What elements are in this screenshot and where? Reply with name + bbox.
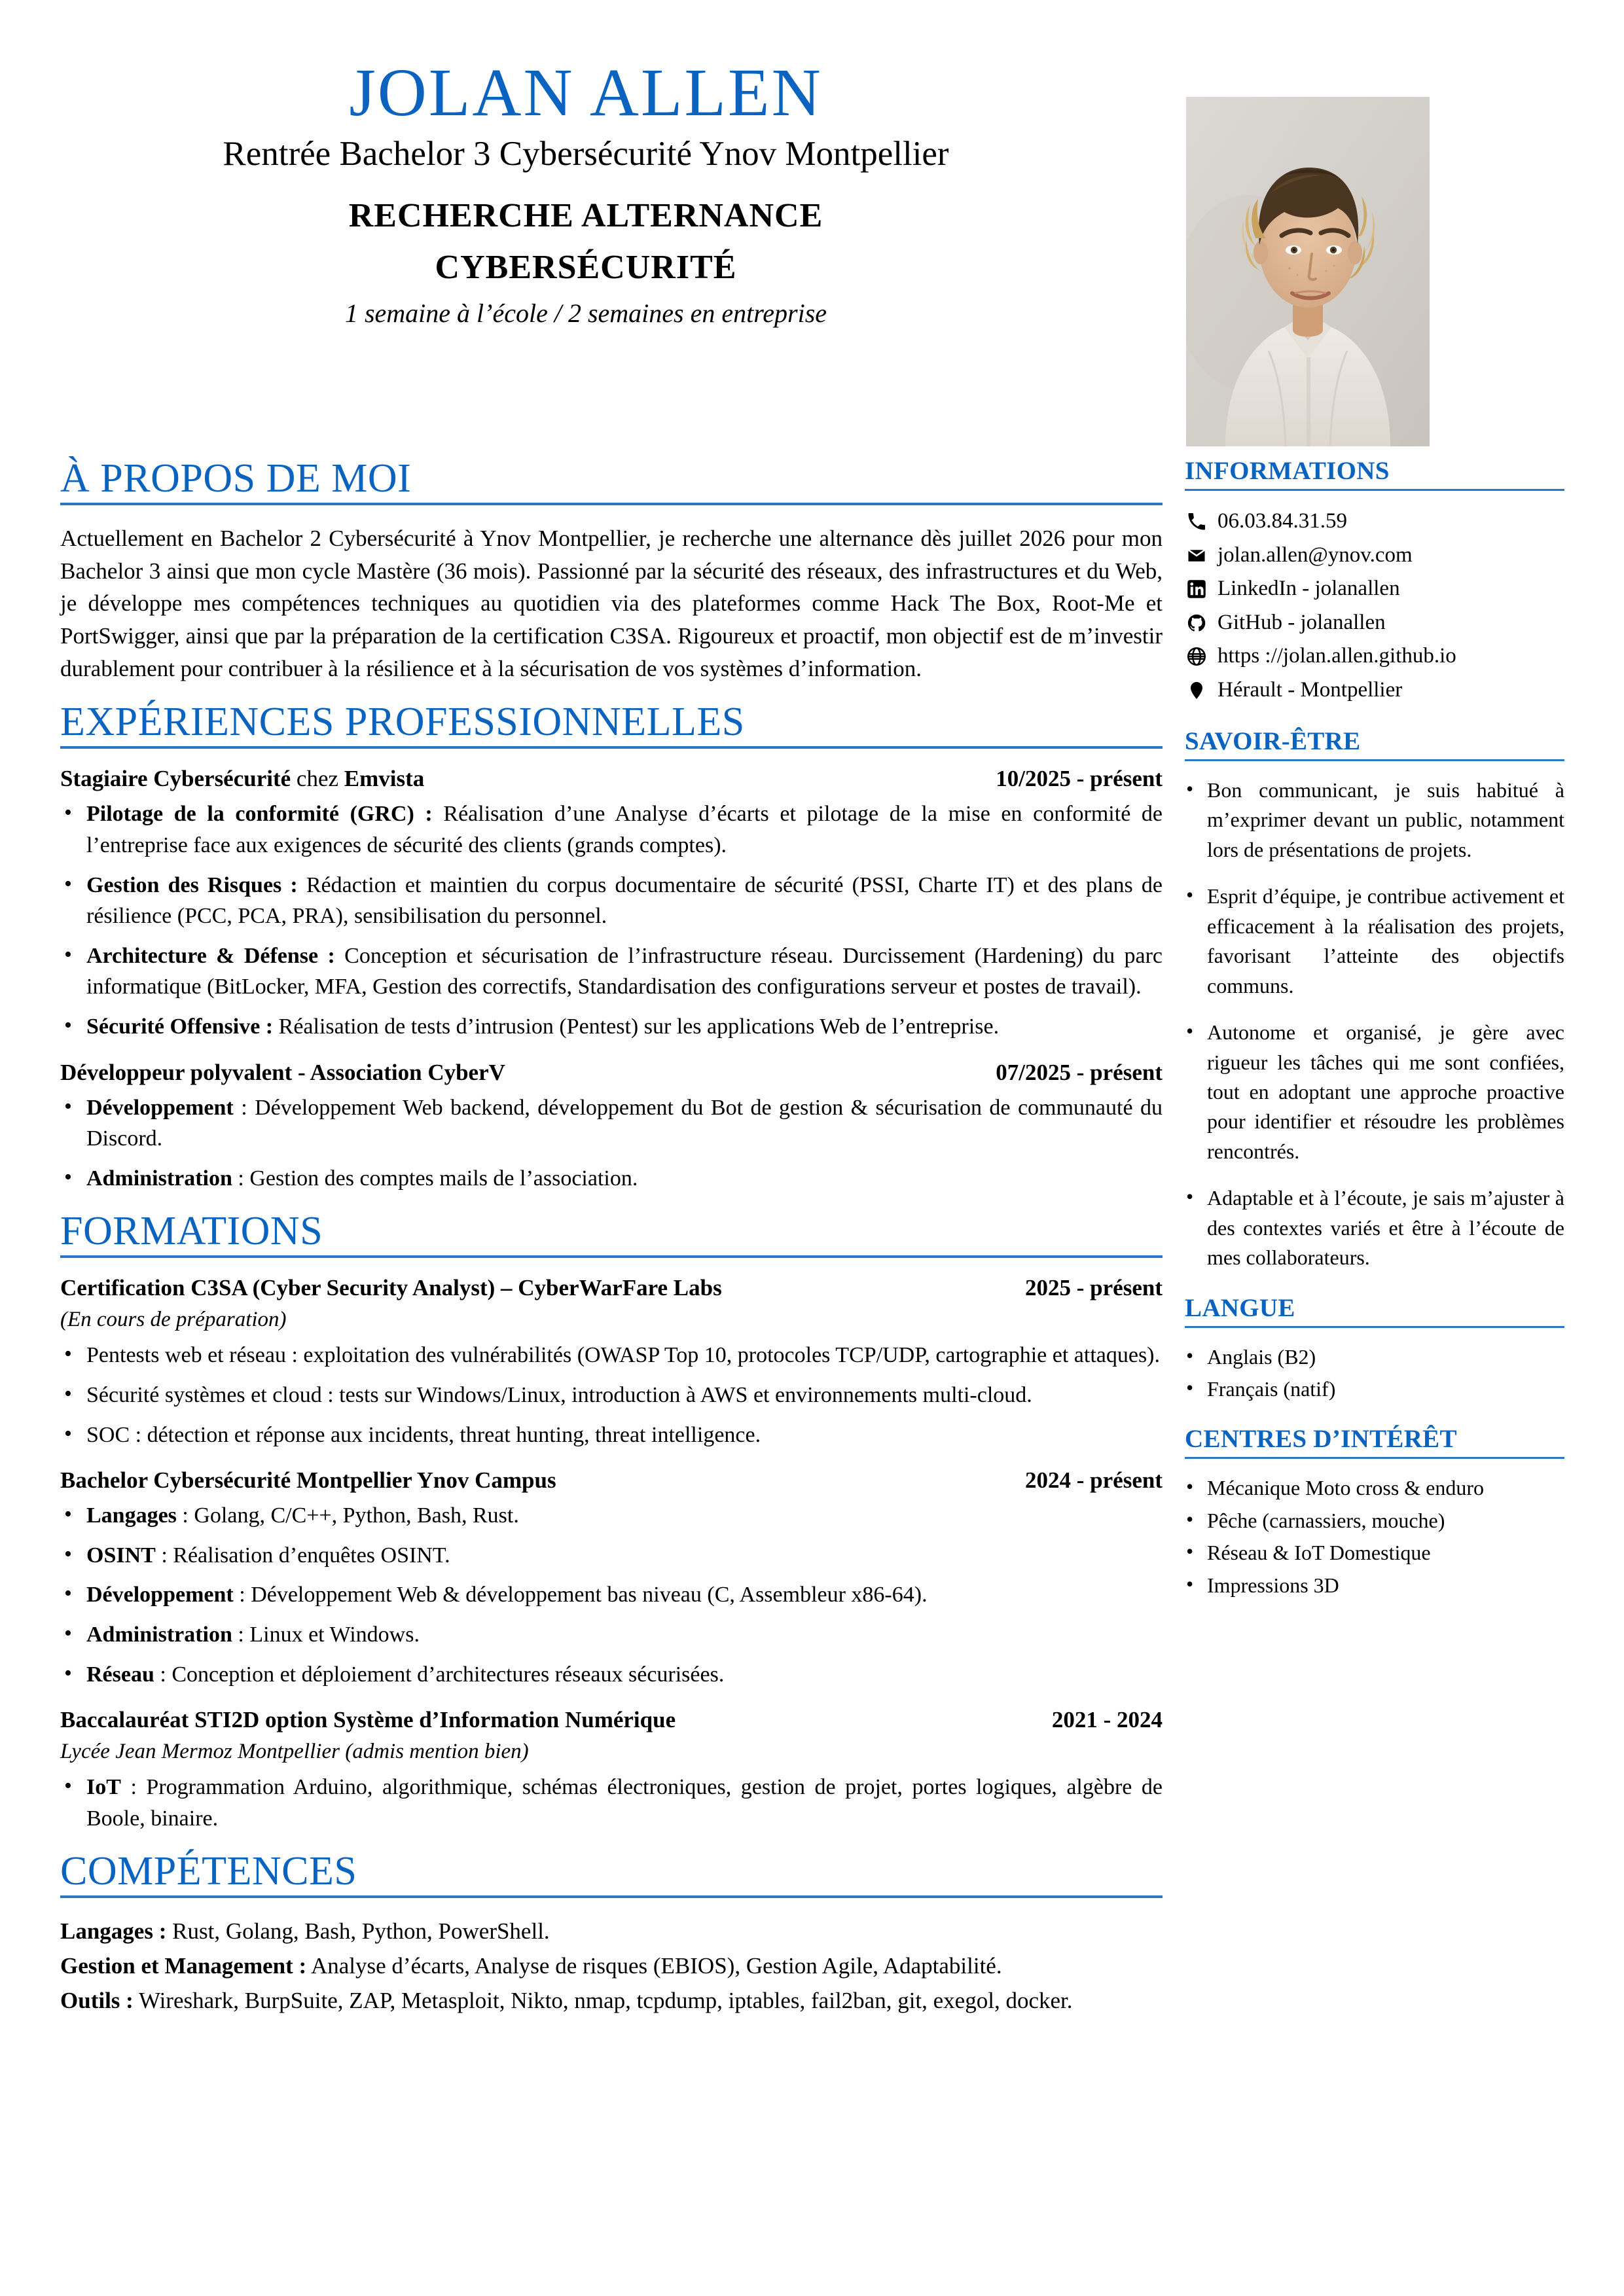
list-item: • Langages : Golang, C/C++, Python, Bash, Rust. [60, 1500, 1163, 1532]
experience-entry-list [60, 766, 1163, 1194]
main-column [60, 458, 1163, 2034]
contact-item[interactable] [1185, 505, 1564, 538]
list-item: • SOC : détection et réponse aux incidents, threat hunting, threat intelligence. [60, 1420, 1163, 1451]
skill-line: Outils : Wireshark, BurpSuite, ZAP, Metasploit, Nikto, nmap, tcpdump, iptables, fail2ban, git, exegol, docker. [60, 1988, 1073, 2014]
experience-bullet-list [60, 1092, 1163, 1194]
education-entry [60, 1275, 1163, 1450]
section-heading-experience: EXPÉRIENCES PROFESSIONNELLES [60, 700, 745, 745]
contact-item[interactable] [1185, 573, 1564, 605]
soft-skill-list [1185, 776, 1564, 1273]
list-item: • OSINT : Réalisation d’enquêtes OSINT. [60, 1540, 1163, 1571]
profile-photo [1186, 97, 1430, 446]
experience-entry-header [60, 1060, 1163, 1086]
list-item: • Bon communicant, je suis habitué à m’exprimer devant un public, notamment lors de présentations de projets. [1185, 776, 1564, 865]
skill-line-list [60, 1915, 1163, 2017]
header-role-line2: CYBERSÉCURITÉ [435, 249, 737, 287]
list-item: • Réseau : Conception et déploiement d’architectures réseaux sécurisées. [60, 1659, 1163, 1691]
cv-header [0, 55, 1172, 328]
education-entry-date: 2025 - présent [1025, 1275, 1163, 1301]
experience-entry [60, 766, 1163, 1042]
education-entry [60, 1707, 1163, 1834]
list-item: • Pêche (carnassiers, mouche) [1185, 1506, 1564, 1535]
section-interests [1185, 1426, 1564, 1600]
education-bullet-list [60, 1772, 1163, 1834]
section-divider [60, 1895, 1163, 1898]
section-divider [1185, 1326, 1564, 1328]
contact-item[interactable] [1185, 539, 1564, 572]
contact-item-label: Hérault - Montpellier [1218, 677, 1403, 702]
contact-item-label: GitHub - jolanallen [1218, 610, 1386, 634]
section-heading-languages: LANGUE [1185, 1293, 1295, 1322]
list-item: • Pentests web et réseau : exploitation des vulnérabilités (OWASP Top 10, protocoles TCP/UDP, cartographie et attaques). [60, 1340, 1163, 1371]
skill-line: Gestion et Management : Analyse d’écarts, Analyse de risques (EBIOS), Gestion Agile, Adaptabilité. [60, 1953, 1002, 1979]
section-heading-informations: INFORMATIONS [1185, 457, 1390, 485]
list-item: • Français (natif) [1185, 1374, 1564, 1404]
education-entry [60, 1467, 1163, 1690]
list-item: • Sécurité Offensive : Réalisation de tests d’intrusion (Pentest) sur les applications Web de l’entreprise. [60, 1011, 1163, 1043]
education-entry-header [60, 1275, 1163, 1301]
section-divider [1185, 489, 1564, 491]
education-entry-header [60, 1707, 1163, 1733]
education-entry-date: 2024 - présent [1025, 1467, 1163, 1494]
list-item: • Développement : Développement Web & développement bas niveau (C, Assembleur x86-64). [60, 1579, 1163, 1611]
contact-list [1185, 505, 1564, 706]
skill-line: Langages : Rust, Golang, Bash, Python, PowerShell. [60, 1918, 550, 1945]
list-item: • IoT : Programmation Arduino, algorithmique, schémas électroniques, gestion de projet, portes logiques, algèbre de Boole, binaire. [60, 1772, 1163, 1834]
contact-item[interactable] [1185, 607, 1564, 639]
github-icon [1185, 611, 1208, 635]
about-paragraph: Actuellement en Bachelor 2 Cybersécurité à Ynov Montpellier, je recherche une alternance dès juillet 2026 pour mon Bachelor 3 ainsi que mon cycle Mastère (36 mois). Passionné par la sécurité des réseaux, des infrastructures et du Web, je développe mes compétences techniques au quotidien via des plateformes comme Hack The Box, Root-Me et PortSwigger, ainsi que par la préparation de la certification C3SA. Rigoureux et proactif, mon objectif est de m’investir durablement pour contribuer à la résilience et à la sécurisation de vos systèmes d’information. [60, 526, 1163, 681]
education-entry-title: Bachelor Cybersécurité Montpellier Ynov Campus [60, 1467, 556, 1494]
header-subtitle: Rentrée Bachelor 3 Cybersécurité Ynov Montpellier [223, 135, 949, 173]
education-entry-title: Baccalauréat STI2D option Système d’Information Numérique [60, 1707, 676, 1733]
contact-item-label: LinkedIn - jolanallen [1218, 577, 1400, 600]
section-heading-soft-skills: SAVOIR-ÊTRE [1185, 727, 1361, 755]
education-bullet-list [60, 1340, 1163, 1450]
portrait-illustration [1186, 97, 1430, 446]
list-item: • Gestion des Risques : Rédaction et maintien du corpus documentaire de sécurité (PSSI, Charte IT) et des plans de résilience (PCC, PCA, PRA), sensibilisation du personnel. [60, 870, 1163, 932]
list-item: • Réseau & IoT Domestique [1185, 1538, 1564, 1568]
section-heading-interests: CENTRES D’INTÉRÊT [1185, 1425, 1457, 1454]
section-divider [60, 503, 1163, 505]
sidebar-column [1185, 458, 1564, 1623]
section-informations [1185, 458, 1564, 706]
envelope-icon [1185, 544, 1208, 567]
interest-list [1185, 1473, 1564, 1600]
section-divider [60, 1255, 1163, 1258]
list-item: • Administration : Linux et Windows. [60, 1619, 1163, 1651]
page-title: JOLAN ALLEN [349, 55, 823, 130]
section-experience [60, 702, 1163, 1194]
section-education [60, 1211, 1163, 1834]
list-item: • Adaptable et à l’écoute, je sais m’ajuster à des contextes variés et être à l’écoute de mes collaborateurs. [1185, 1183, 1564, 1272]
list-item: • Esprit d’équipe, je contribue activement et efficacement à la réalisation des projets, favorisant l’atteinte des objectifs communs. [1185, 882, 1564, 1001]
experience-bullet-list [60, 798, 1163, 1042]
section-divider [60, 746, 1163, 749]
list-item: • Sécurité systèmes et cloud : tests sur Windows/Linux, introduction à AWS et environnements multi-cloud. [60, 1380, 1163, 1411]
section-about [60, 458, 1163, 685]
education-bullet-list [60, 1500, 1163, 1690]
contact-item-label: jolan.allen@ynov.com [1218, 543, 1413, 567]
list-item: • Mécanique Moto cross & enduro [1185, 1473, 1564, 1503]
contact-item[interactable] [1185, 674, 1564, 707]
section-languages [1185, 1295, 1564, 1405]
contact-item-label: https ://jolan.allen.github.io [1218, 644, 1456, 668]
globe-icon [1185, 645, 1208, 668]
section-heading-about: À PROPOS DE MOI [60, 456, 412, 501]
section-heading-skills: COMPÉTENCES [60, 1849, 357, 1894]
experience-entry-header [60, 766, 1163, 792]
education-entry-title: Certification C3SA (Cyber Security Analyst) – CyberWarFare Labs [60, 1275, 722, 1301]
linkedin-icon [1185, 577, 1208, 601]
section-skills [60, 1851, 1163, 2017]
education-entry-subtitle: (En cours de préparation) [60, 1308, 287, 1332]
list-item: • Administration : Gestion des comptes mails de l’association. [60, 1163, 1163, 1194]
experience-entry-date: 07/2025 - présent [996, 1059, 1163, 1085]
list-item: • Pilotage de la conformité (GRC) : Réalisation d’une Analyse d’écarts et pilotage de la mise en conformité de l’entreprise face aux exigences de sécurité des clients (grands comptes). [60, 798, 1163, 861]
contact-item[interactable] [1185, 640, 1564, 673]
education-entry-subtitle: Lycée Jean Mermoz Montpellier (admis mention bien) [60, 1740, 529, 1764]
experience-entry [60, 1060, 1163, 1194]
experience-entry-title: Développeur polyvalent - Association CyberV [60, 1059, 505, 1085]
section-divider [1185, 1457, 1564, 1459]
experience-entry-title: Stagiaire Cybersécurité chez Emvista [60, 766, 425, 792]
experience-entry-date: 10/2025 - présent [996, 766, 1163, 792]
map-pin-icon [1185, 679, 1208, 702]
section-divider [1185, 759, 1564, 761]
list-item: • Autonome et organisé, je gère avec rigueur les tâches qui me sont confiées, tout en adoptant une approche proactive pour identifier et résoudre les problèmes rencontrés. [1185, 1018, 1564, 1166]
phone-icon [1185, 510, 1208, 533]
list-item: • Anglais (B2) [1185, 1342, 1564, 1372]
language-list [1185, 1342, 1564, 1405]
list-item: • Impressions 3D [1185, 1571, 1564, 1600]
list-item: • Architecture & Défense : Conception et sécurisation de l’infrastructure réseau. Durcissement (Hardening) du parc informatique (BitLocker, MFA, Gestion des correctifs, Standardisation des configurations serveur et postes de travail). [60, 941, 1163, 1003]
education-entry-list [60, 1275, 1163, 1834]
list-item: • Développement : Développement Web backend, développement du Bot de gestion & sécurisation de communauté du Discord. [60, 1092, 1163, 1155]
header-rhythm: 1 semaine à l’école / 2 semaines en entreprise [344, 298, 827, 328]
education-entry-date: 2021 - 2024 [1051, 1707, 1163, 1733]
section-heading-education: FORMATIONS [60, 1209, 323, 1254]
header-role-line1: RECHERCHE ALTERNANCE [348, 196, 823, 234]
section-soft-skills [1185, 728, 1564, 1273]
contact-item-label: 06.03.84.31.59 [1218, 509, 1347, 533]
education-entry-header [60, 1467, 1163, 1494]
